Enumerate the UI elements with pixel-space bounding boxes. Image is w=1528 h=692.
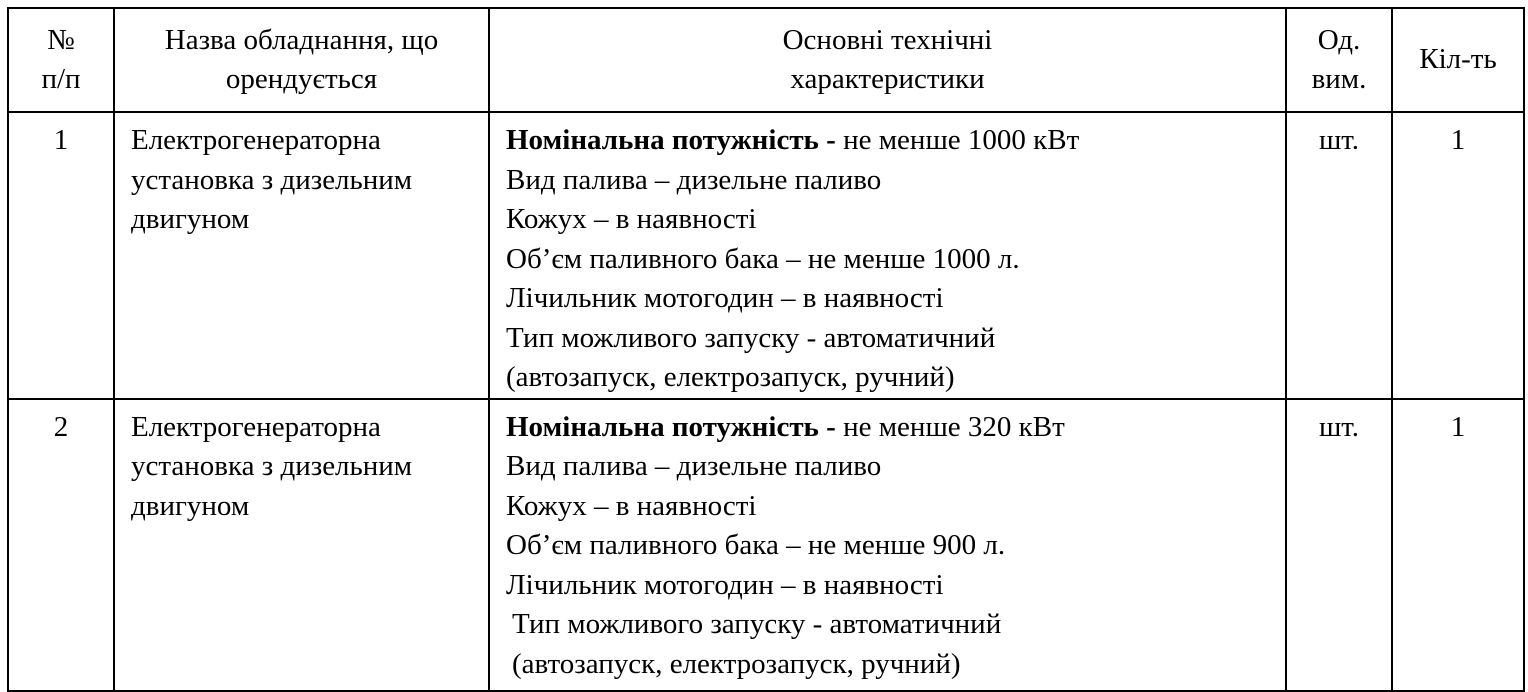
equipment-spec-table — [7, 7, 1525, 692]
spec-line: Лічильник мотогодин – в наявності — [506, 568, 944, 601]
equipment-name: Електрогенераторна установка з дизельним двигуном — [114, 399, 489, 691]
header-unit: Од. вим. — [1286, 8, 1392, 112]
spec-power-label: Номінальна потужність - — [506, 124, 836, 156]
header-specifications: Основні технічні характеристики — [489, 8, 1286, 112]
spec-line: (автозапуск, електрозапуск, ручний) — [506, 361, 955, 393]
unit-value: шт. — [1286, 399, 1392, 691]
row-number: 2 — [8, 399, 114, 691]
spec-line: Вид палива – дизельне паливо — [506, 163, 882, 196]
spec-power-value: не менше 1000 кВт — [835, 124, 1080, 156]
header-number: № п/п — [8, 8, 114, 112]
spec-power-label: Номінальна потужність - — [506, 410, 836, 443]
table-row — [8, 112, 1524, 399]
spec-line: Кожух – в наявності — [506, 203, 757, 235]
table-row — [8, 399, 1524, 691]
spec-line: Лічильник мотогодин – в наявності — [506, 282, 944, 314]
spec-power-value: не менше 320 кВт — [835, 410, 1065, 443]
header-equipment-name: Назва обладнання, що орендується — [114, 8, 489, 112]
spec-line: (автозапуск, електрозапуск, ручний) — [512, 647, 961, 680]
row-number: 1 — [8, 112, 114, 399]
spec-line: Об’єм паливного бака – не менше 900 л. — [506, 529, 1006, 561]
unit-value: шт. — [1286, 112, 1392, 399]
spec-line: Кожух – в наявності — [506, 489, 757, 522]
specifications — [489, 112, 1286, 399]
header-quantity: Кіл-ть — [1392, 8, 1524, 112]
quantity-value: 1 — [1392, 112, 1524, 399]
spec-line: Тип можливого запуску - автоматичний — [512, 608, 1002, 640]
spec-line: Вид палива – дизельне паливо — [506, 450, 882, 482]
spec-line: Тип можливого запуску - автоматичний — [506, 321, 996, 354]
spec-power-line — [506, 408, 1285, 448]
equipment-name: Електрогенераторна установка з дизельним двигуном — [114, 112, 489, 399]
spec-line: Об’єм паливного бака – не менше 1000 л. — [506, 242, 1020, 275]
specifications — [489, 399, 1286, 691]
quantity-value: 1 — [1392, 399, 1524, 691]
table-header-row — [8, 8, 1524, 112]
spec-power-line — [506, 121, 1285, 161]
